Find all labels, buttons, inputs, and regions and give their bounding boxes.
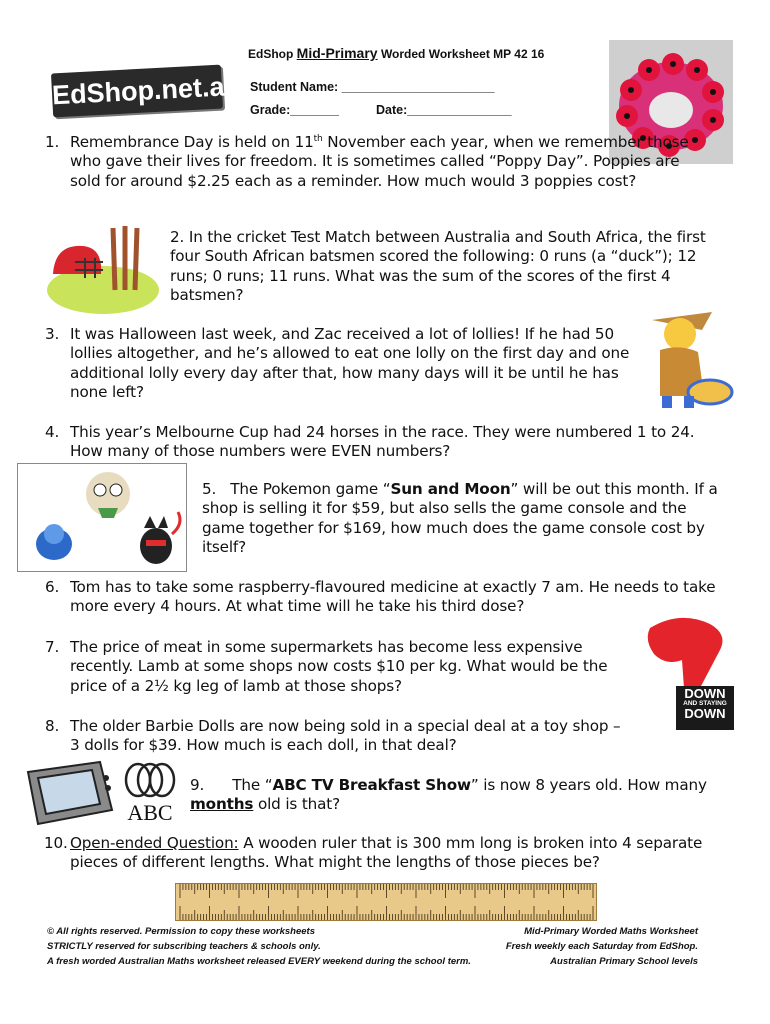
tv-image [20,758,118,830]
question-2: 2. In the cricket Test Match between Australia and South Africa, the first four South African batsmen scored the following: 0 runs (a “duck”); 12 runs; 0 runs; 11 runs. What was the sum of the scores of the first 4 batsmen? [170,228,706,305]
question-1: 1. Remembrance Day is held on 11th November each year, when we remember those who gave their lives for freedom. It is sometimes called “Poppy Day”. Poppies are sold for around $2.25 each as a reminder. How much would 3 poppies cost? [45,133,689,190]
cricket-helmet-icon [45,218,163,318]
halloween-costume-image [632,300,737,412]
pokemon-characters-icon [18,464,186,571]
question-6: 6. Tom has to take some raspberry-flavoured medicine at exactly 7 am. He needs to take more every 4 hours. At what time will he take his third dose? [45,578,716,616]
question-3: 3. It was Halloween last week, and Zac received a lot of lollies! If he had 50 lollies altogether, and he’s allowed to eat one lolly on the first day and one additional lolly every day after that, how many days will it be until he has none left? [45,325,630,402]
pokemon-image [17,463,187,572]
grade-field: Grade:_______ [250,103,339,117]
date-field: Date:_______________ [376,103,512,117]
television-icon [20,758,118,830]
footer-left: © All rights reserved. Permission to copy these worksheets STRICTLY reserved for subscribing teachers & schools only. A fresh worded Australian Maths worksheet released EVERY weekend during the school term. [47,926,471,967]
scarecrow-icon [632,300,737,412]
footer-right: Mid-Primary Worded Maths Worksheet Fresh weekly each Saturday from EdShop. Australian Primary School levels [505,926,698,967]
question-8: 8. The older Barbie Dolls are now being sold in a special deal at a toy shop – 3 dolls for $39. How much is each doll, in that deal? [45,717,621,755]
worksheet-title: EdShop Mid-Primary Worded Worksheet MP 42 16 [248,45,545,61]
question-7: 7. The price of meat in some supermarkets has become less expensive recently. Lamb at some shops now costs $10 per kg. What would be the price of a 2½ kg leg of lamb at those shops? [45,638,608,695]
question-4: 4. This year’s Melbourne Cup had 24 horses in the race. They were numbered 1 to 24. How many of those numbers were EVEN numbers? [45,423,695,461]
question-9: 9. The “ABC TV Breakfast Show” is now 8 years old. How many months old is that? [190,776,707,814]
abc-lissajous-icon [120,762,180,798]
student-name-field: Student Name: ______________________ [250,80,495,94]
down-sign-image [640,610,735,730]
question-10: 10. Open-ended Question: A wooden ruler that is 300 mm long is broken into 4 separate pieces of different lengths. What might the lengths of those pieces be? [44,834,703,872]
wooden-ruler-image [175,883,597,921]
ruler-ticks-icon [176,884,596,920]
abc-logo: ABC [120,762,180,824]
edshop-logo: EdShop.net.au [51,65,223,118]
down-sign-label: DOWN AND STAYING DOWN [676,686,734,730]
question-5: 5. The Pokemon game “Sun and Moon” will be out this month. If a shop is selling it for $59, but also sells the game console and the game together for $169, how much does the game console cost by itself? [202,480,718,557]
cricket-image [45,218,163,318]
